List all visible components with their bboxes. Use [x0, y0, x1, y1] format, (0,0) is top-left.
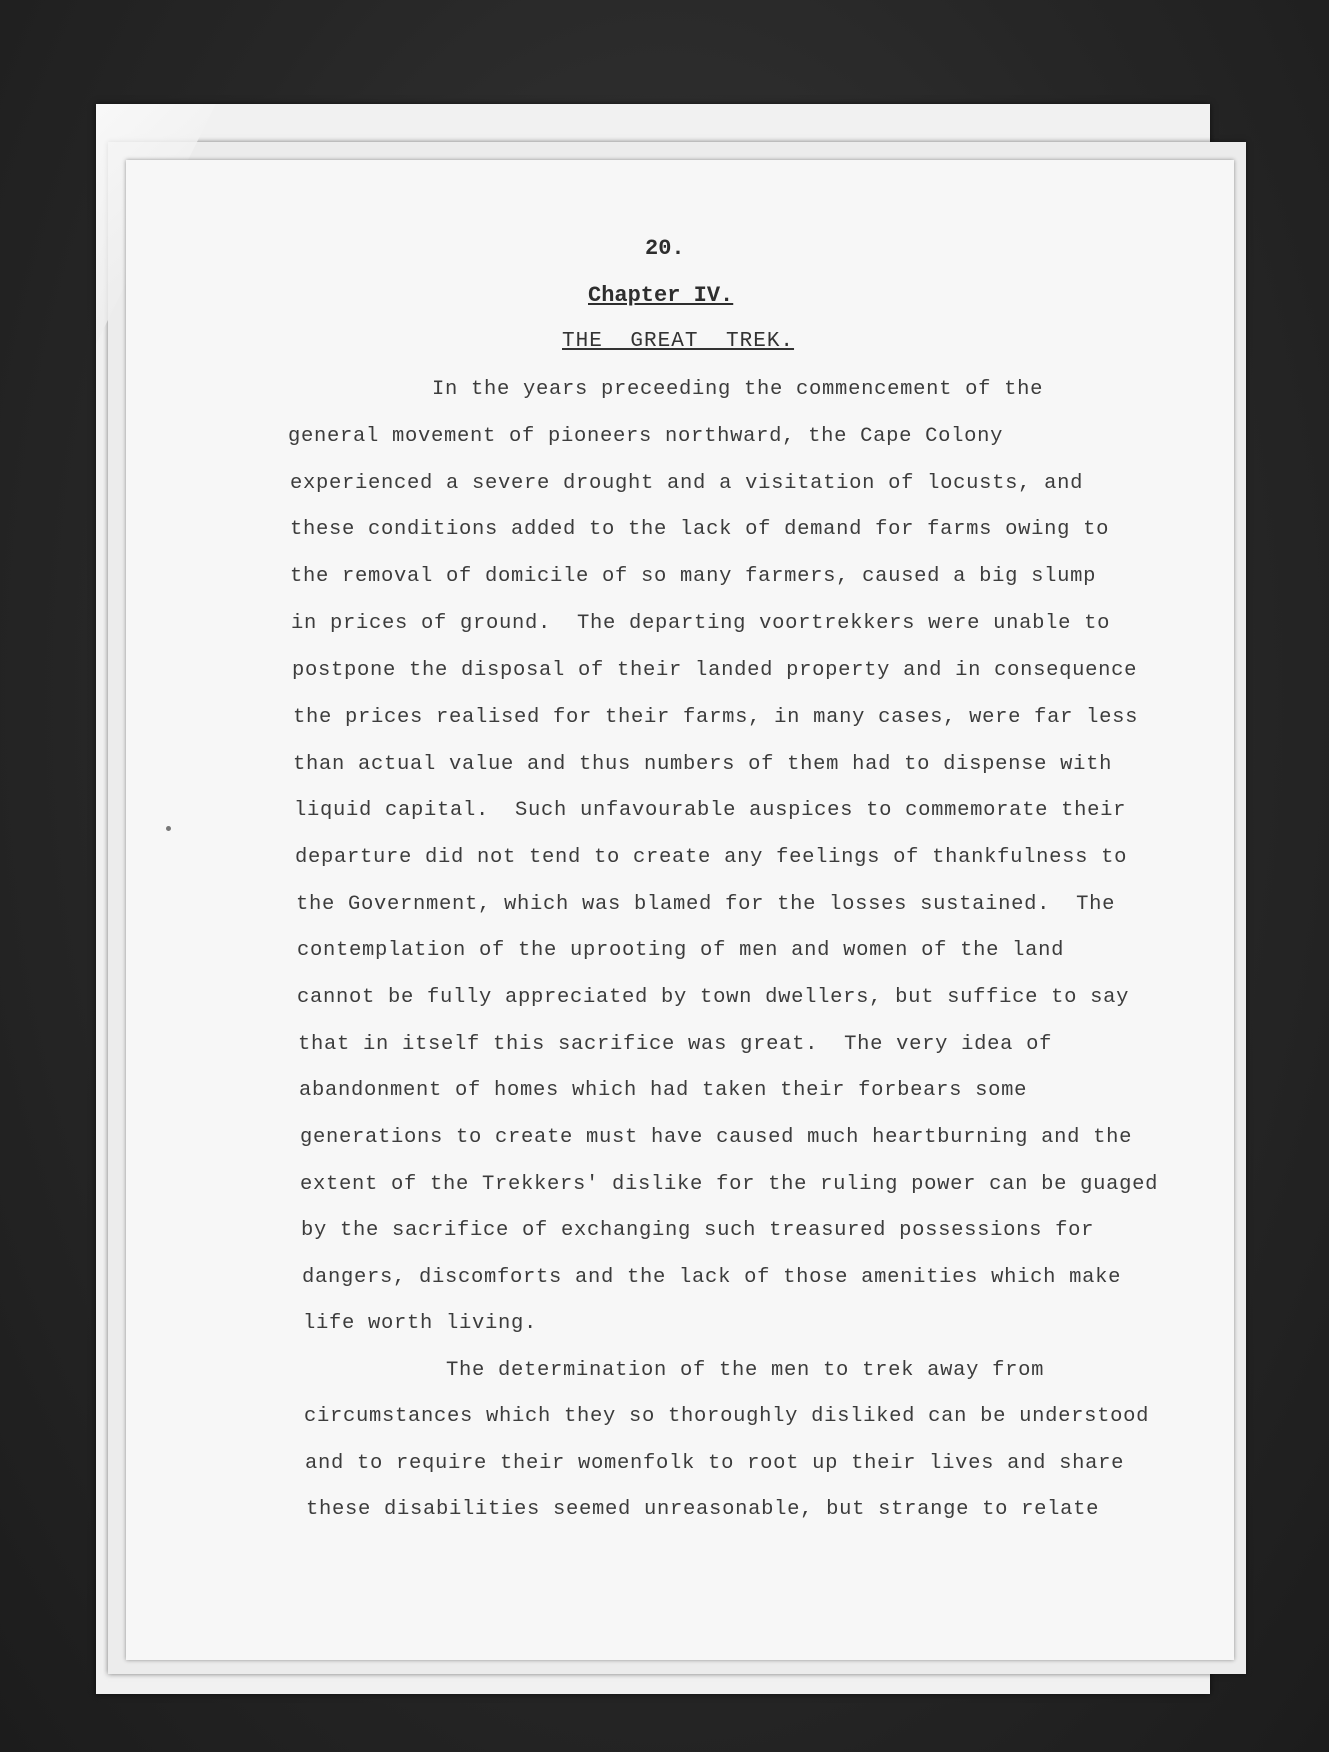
page-number: 20. [645, 236, 685, 261]
text-line: dangers, discomforts and the lack of those amenities which make [302, 1266, 1122, 1289]
text-line: the Government, which was blamed for the losses sustained. The [296, 893, 1116, 916]
text-line: liquid capital. Such unfavourable auspices to commemorate their [294, 799, 1127, 822]
ink-smudge [166, 826, 171, 831]
text-line: abandonment of homes which had taken their forbears some [299, 1079, 1028, 1102]
text-line: these disabilities seemed unreasonable, but strange to relate [306, 1498, 1100, 1521]
text-line: the prices realised for their farms, in many cases, were far less [293, 706, 1139, 729]
chapter-heading: Chapter IV. [588, 283, 734, 308]
text-line: than actual value and thus numbers of them had to dispense with [293, 753, 1113, 776]
text-line: In the years preceeding the commencement of the [432, 378, 1044, 401]
text-line: and to require their womenfolk to root up their lives and share [305, 1452, 1125, 1475]
text-line: life worth living. [303, 1312, 538, 1335]
text-line: postpone the disposal of their landed property and in consequence [292, 659, 1138, 682]
text-line: by the sacrifice of exchanging such treasured possessions for [301, 1219, 1095, 1242]
text-line: departure did not tend to create any feelings of thankfulness to [295, 846, 1128, 869]
text-line: the removal of domicile of so many farmers, caused a big slump [290, 565, 1097, 588]
text-line: generations to create must have caused much heartburning and the [300, 1126, 1133, 1149]
text-line: cannot be fully appreciated by town dwellers, but suffice to say [297, 986, 1130, 1009]
text-line: circumstances which they so thoroughly disliked can be understood [304, 1405, 1150, 1428]
text-line: that in itself this sacrifice was great. The very idea of [298, 1033, 1053, 1056]
text-line: general movement of pioneers northward, the Cape Colony [288, 425, 1004, 448]
chapter-title: THE GREAT TREK. [562, 330, 795, 353]
text-line: in prices of ground. The departing voortrekkers were unable to [291, 612, 1111, 635]
text-line: these conditions added to the lack of demand for farms owing to [290, 518, 1110, 541]
text-line: extent of the Trekkers' dislike for the ruling power can be guaged [300, 1173, 1159, 1196]
text-line: contemplation of the uprooting of men and women of the land [297, 939, 1065, 962]
text-line: experienced a severe drought and a visitation of locusts, and [290, 472, 1084, 495]
text-line: The determination of the men to trek away from [446, 1359, 1045, 1382]
